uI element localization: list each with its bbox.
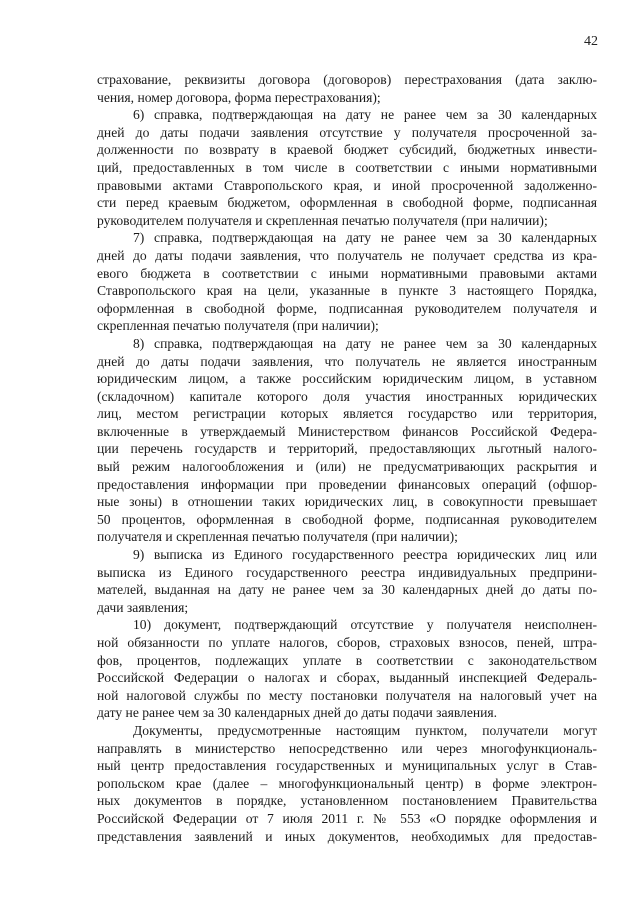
- text-line: 6) справка, подтверждающая на дату не ранее чем за 30 календарных: [133, 107, 597, 123]
- text-line: представления заявлений и иных документов, необходимых для предостав-: [97, 828, 597, 844]
- text-line: 7) справка, подтверждающая на дату не ранее чем за 30 календарных: [133, 230, 597, 246]
- text-line: 10) документ, подтверждающий отсутствие у получателя неисполнен-: [133, 617, 597, 633]
- text-line: юридическим лицом, а также российским юридическим лицом, в уставном: [97, 371, 597, 387]
- text-line: дней до даты подачи заявления отсутствие у получателя просроченной за-: [97, 124, 597, 140]
- text-line: сти перед краевым бюджетом, оформленная в свободной форме, подписанная: [97, 195, 597, 211]
- text-line: ной обязанности по уплате налогов, сборов, страховых взносов, пеней, штра-: [97, 635, 597, 650]
- text-line: направлять в министерство непосредственно или через многофункциональ-: [97, 740, 597, 756]
- text-line: ные зоны) в отношении таких юридических лиц, в совокупности превышает: [97, 494, 597, 510]
- text-line: выписка из Единого государственного реестра индивидуальных предприни-: [97, 564, 597, 580]
- text-line: фов, процентов, подлежащих уплате в соответствии с законодательством: [97, 652, 597, 668]
- text-line: получателя и скрепленная печатью получателя (при наличии);: [97, 529, 458, 545]
- text-line: лиц, местом регистрации которых является государство или территория,: [97, 406, 597, 422]
- text-line: дней до даты подачи заявления, что получатель не получает средства из кра-: [97, 247, 597, 263]
- text-line: оформленная в свободной форме, подписанная руководителем получателя и: [97, 300, 597, 316]
- text-line: ной налоговой службы по месту постановки получателя на налоговый учет на: [97, 687, 597, 703]
- text-line: скрепленная печатью получателя (при наличии);: [97, 318, 379, 334]
- text-line: 50 процентов, оформленная в свободной форме, подписанная руководителем: [97, 511, 597, 527]
- text-line: ции перечень государств и территорий, предоставляющих льготный налого-: [97, 441, 597, 457]
- text-line: мателей, выданная на дату не ранее чем за 30 календарных дней до даты по-: [97, 582, 597, 598]
- text-line: ций, предоставленных в том числе в соответствии с иными нормативными: [97, 159, 597, 175]
- text-line: 9) выписка из Единого государственного реестра юридических лиц или: [133, 547, 597, 563]
- text-line: страхование, реквизиты договора (договоров) перестрахования (дата заклю-: [97, 72, 597, 87]
- text-line: дачи заявления;: [97, 599, 189, 615]
- text-line: дней до даты подачи заявления, что получатель не является иностранным: [97, 353, 597, 369]
- page-number: 42: [584, 34, 598, 49]
- text-line: дату не ранее чем за 30 календарных дней до даты подачи заявления.: [97, 705, 498, 721]
- text-line: Российской Федерации о налогах и сборах, выданный инспекцией Федераль-: [97, 670, 597, 686]
- text-line: ных документов в порядке, установленном постановлением Правительства: [97, 793, 597, 809]
- text-line: ный центр предоставления государственных и муниципальных услуг в Став-: [97, 758, 597, 774]
- text-line: руководителем получателя и скрепленная печатью получателя (при наличии);: [97, 212, 548, 228]
- text-line: 8) справка, подтверждающая на дату не ранее чем за 30 календарных: [133, 335, 597, 351]
- text-line: ропольском крае (далее – многофункциональный центр) в форме электрон-: [97, 775, 597, 791]
- text-line: Ставропольского края на цели, указанные в пункте 3 настоящего Порядка,: [97, 283, 597, 299]
- document-body: [97, 71, 597, 845]
- text-line: правовыми актами Ставропольского края, и иной просроченной задолженно-: [97, 177, 597, 193]
- text-line: евого бюджета в соответствии с иными нормативными правовыми актами: [97, 265, 597, 281]
- text-line: Российской Федерации от 7 июля 2011 г. № 553 «О порядке оформления и: [97, 810, 597, 826]
- text-line: включенные в утверждаемый Министерством финансов Российской Федера-: [97, 423, 597, 439]
- text-line: Документы, предусмотренные настоящим пунктом, получатели могут: [133, 722, 597, 738]
- text-line: (складочном) капитале которого доля участия иностранных юридических: [97, 388, 597, 404]
- text-line: предоставления информации при проведении финансовых операций (офшор-: [97, 476, 597, 492]
- text-line: долженности по возврату в краевой бюджет субсидий, бюджетных инвести-: [97, 142, 597, 158]
- text-line: вый режим налогообложения и (или) не предусматривающих раскрытия и: [97, 459, 597, 475]
- text-line: чения, номер договора, форма перестрахования);: [97, 89, 381, 105]
